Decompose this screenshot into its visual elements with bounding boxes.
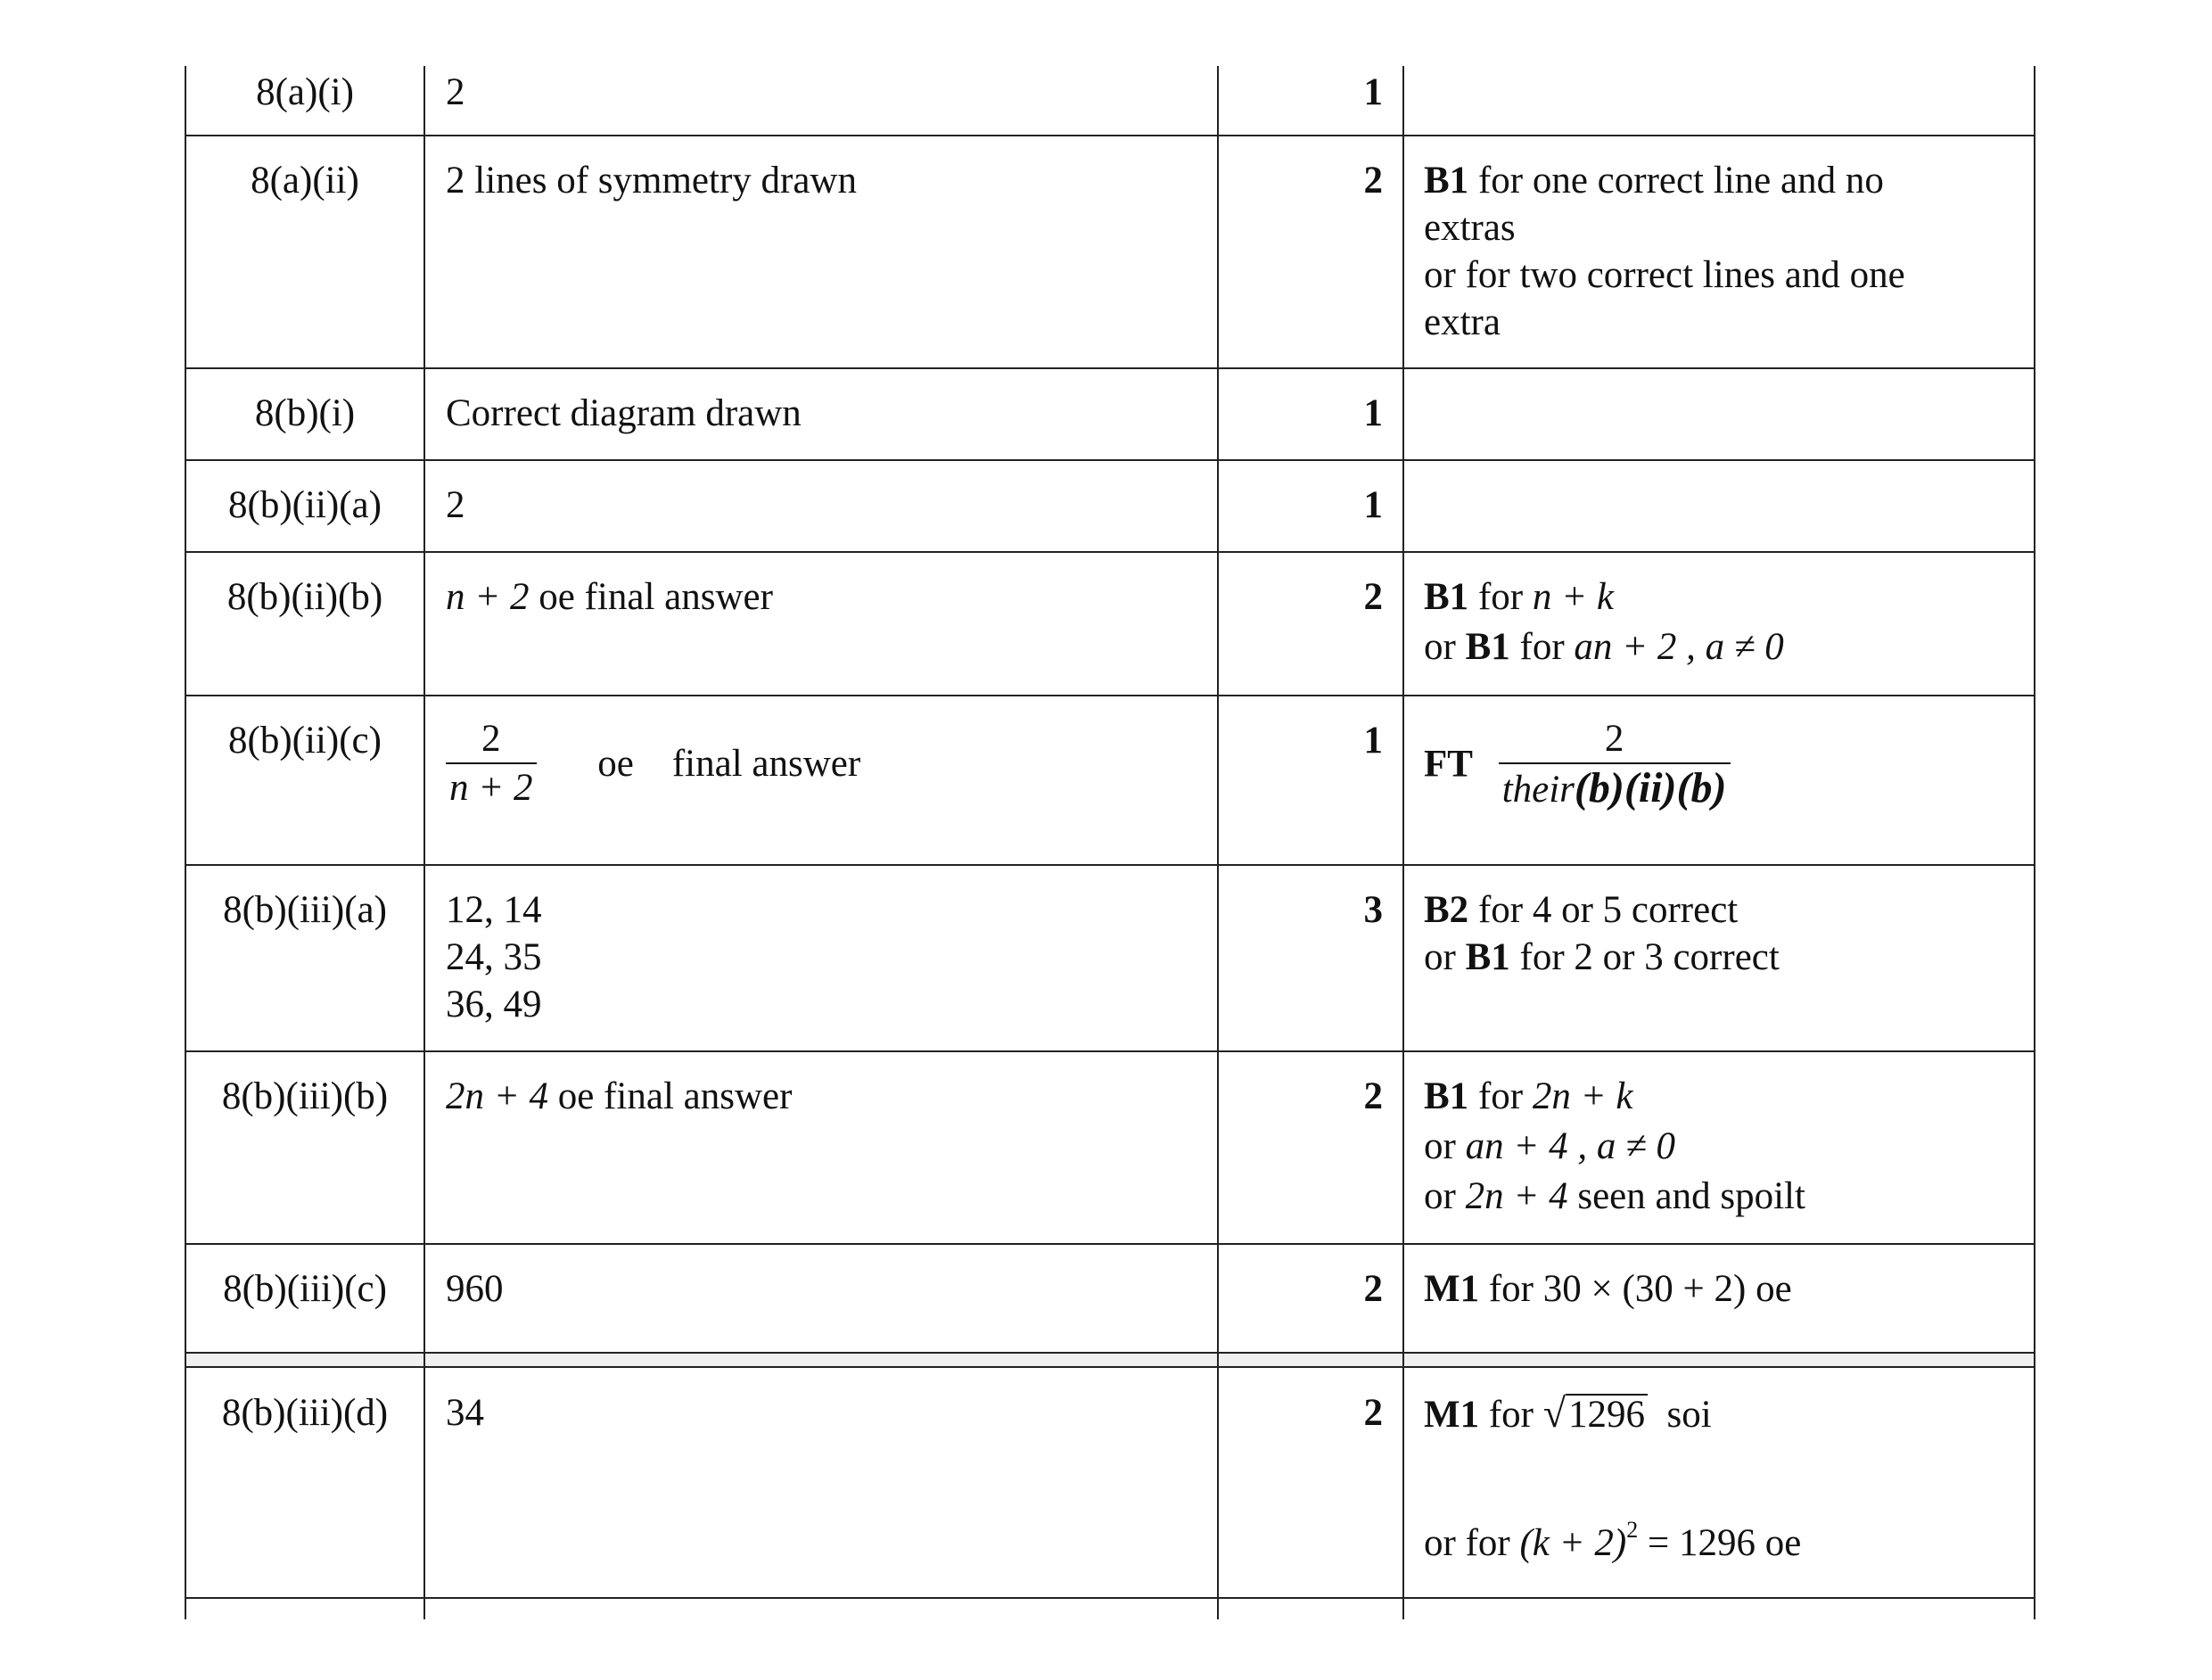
marks-cell: 1 — [1217, 460, 1402, 552]
guidance-text: or — [1424, 626, 1466, 668]
guidance-cell — [1402, 696, 2035, 865]
mark-code: B1 — [1465, 936, 1510, 978]
square-root-expression — [1543, 1389, 1648, 1438]
guidance-text: extra — [1424, 301, 1501, 343]
answer-cell: 2 — [423, 460, 1217, 552]
guidance-expression: (k + 2) — [1519, 1522, 1627, 1564]
guidance-text: extras — [1424, 207, 1516, 249]
answer-cell: 34 — [423, 1368, 1217, 1598]
question-ref: 8(b)(iii)(c) — [185, 1244, 423, 1353]
guidance-expression: an + 4 , a ≠ 0 — [1465, 1125, 1675, 1167]
question-ref: 8(b)(ii)(a) — [185, 460, 423, 552]
guidance-text: for 2 or 3 correct — [1509, 936, 1780, 978]
answer-cell — [423, 1598, 1217, 1619]
marks-cell: 2 — [1217, 1368, 1402, 1598]
guidance-expression: = 1296 — [1638, 1522, 1756, 1564]
guidance-fraction — [1499, 715, 1731, 813]
answer-cell — [423, 696, 1217, 865]
guidance-text: for — [1468, 576, 1533, 618]
mark-code: B1 — [1424, 160, 1469, 202]
guidance-text: or for two correct lines and one — [1424, 254, 1905, 296]
guidance-text: for — [1479, 1268, 1543, 1310]
question-ref: 8(a)(ii) — [185, 136, 423, 368]
question-ref: 8(b)(iii)(b) — [185, 1051, 423, 1244]
table-row — [185, 136, 2035, 368]
guidance-expression: 2n + 4 — [1465, 1175, 1568, 1217]
table-row — [185, 460, 2035, 552]
answer-line: 12, 14 — [446, 889, 542, 931]
question-ref: 8(b)(iii)(a) — [185, 865, 423, 1051]
answer-line: 36, 49 — [446, 984, 542, 1025]
guidance-cell — [1402, 136, 2035, 368]
guidance-expression: n + k — [1532, 576, 1614, 618]
mark-code: B1 — [1424, 576, 1469, 618]
mark-code: M1 — [1424, 1268, 1480, 1310]
guidance-text: or — [1424, 1175, 1466, 1217]
marks-cell: 2 — [1217, 552, 1402, 696]
guidance-expression: an + 2 , a ≠ 0 — [1574, 626, 1784, 668]
answer-expression: n + 2 — [446, 576, 530, 618]
mark-code: B2 — [1424, 889, 1469, 931]
guidance-text: or — [1424, 936, 1466, 978]
marks-cell: 1 — [1217, 696, 1402, 865]
guidance-cell — [1402, 1244, 2035, 1353]
answer-note: oe final answer — [548, 1075, 793, 1117]
fraction-numerator: 2 — [1604, 718, 1624, 760]
mark-code: B1 — [1465, 626, 1510, 668]
guidance-cell — [1402, 1598, 2035, 1619]
table-row — [185, 1051, 2035, 1244]
question-ref: 8(b)(ii)(c) — [185, 696, 423, 865]
guidance-text: for — [1509, 626, 1575, 668]
radicand: 1296 — [1566, 1394, 1648, 1435]
fraction-denominator — [1499, 762, 1731, 813]
guidance-cell — [1402, 460, 2035, 552]
marks-cell: 2 — [1217, 1051, 1402, 1244]
mark-scheme-table — [185, 66, 2035, 1619]
fraction-denominator: n + 2 — [446, 762, 537, 811]
question-ref: 8(b)(i) — [185, 368, 423, 460]
question-ref — [185, 1598, 423, 1619]
answer-cell — [423, 865, 1217, 1051]
row-separator-band — [185, 1352, 2035, 1368]
guidance-text: for one correct line and no — [1468, 160, 1884, 202]
question-ref: 8(b)(ii)(b) — [185, 552, 423, 696]
table-row — [185, 66, 2035, 136]
radical-sign: √ — [1542, 1390, 1566, 1436]
fraction-numerator: 2 — [481, 718, 501, 760]
guidance-text: for 4 or 5 correct — [1468, 889, 1739, 931]
guidance-cell — [1402, 66, 2035, 136]
answer-cell: 2 lines of symmetry drawn — [423, 136, 1217, 368]
answer-cell: 2 — [423, 66, 1217, 136]
guidance-cell — [1402, 1051, 2035, 1244]
marks-cell: 1 — [1217, 66, 1402, 136]
answer-note: oe final answer — [597, 742, 861, 785]
mark-code: FT — [1424, 743, 1473, 786]
question-ref: 8(b)(iii)(d) — [185, 1368, 423, 1598]
marks-cell: 1 — [1217, 368, 1402, 460]
guidance-text: seen and spoilt — [1567, 1175, 1805, 1217]
answer-note: oe final answer — [529, 576, 773, 618]
answer-cell — [423, 552, 1217, 696]
exponent: 2 — [1626, 1517, 1639, 1543]
guidance-text: oe — [1746, 1268, 1792, 1310]
table-row — [185, 368, 2035, 460]
answer-fraction — [446, 715, 537, 811]
marks-cell: 2 — [1217, 136, 1402, 368]
guidance-cell — [1402, 368, 2035, 460]
guidance-cell — [1402, 865, 2035, 1051]
guidance-expression: 2n + k — [1532, 1075, 1633, 1117]
guidance-text: for — [1468, 1075, 1533, 1117]
table-row — [185, 865, 2035, 1051]
their-label: their — [1501, 769, 1575, 811]
answer-line: 24, 35 — [446, 936, 542, 978]
answer-cell — [423, 1051, 1217, 1244]
answer-cell: Correct diagram drawn — [423, 368, 1217, 460]
marks-cell: 3 — [1217, 865, 1402, 1051]
mark-code: M1 — [1424, 1394, 1480, 1436]
guidance-text: for — [1479, 1394, 1543, 1436]
marks-cell — [1217, 1598, 1402, 1619]
guidance-text: soi — [1647, 1394, 1712, 1436]
marks-cell: 2 — [1217, 1244, 1402, 1353]
table-row — [185, 1368, 2035, 1598]
guidance-cell — [1402, 552, 2035, 696]
guidance-text: or for — [1424, 1522, 1520, 1564]
question-ref: 8(a)(i) — [185, 66, 423, 136]
guidance-expression: 30 × (30 + 2) — [1542, 1268, 1747, 1310]
guidance-cell — [1402, 1368, 2035, 1598]
answer-expression: 2n + 4 — [446, 1075, 549, 1117]
table-row — [185, 696, 2035, 865]
guidance-text: oe — [1755, 1522, 1802, 1564]
part-reference: (b)(ii)(b) — [1574, 764, 1727, 811]
table-row — [185, 1244, 2035, 1353]
table-row — [185, 552, 2035, 696]
answer-cell: 960 — [423, 1244, 1217, 1353]
mark-code: B1 — [1424, 1075, 1469, 1117]
table-row-continuation — [185, 1598, 2035, 1619]
guidance-text: or — [1424, 1125, 1466, 1167]
